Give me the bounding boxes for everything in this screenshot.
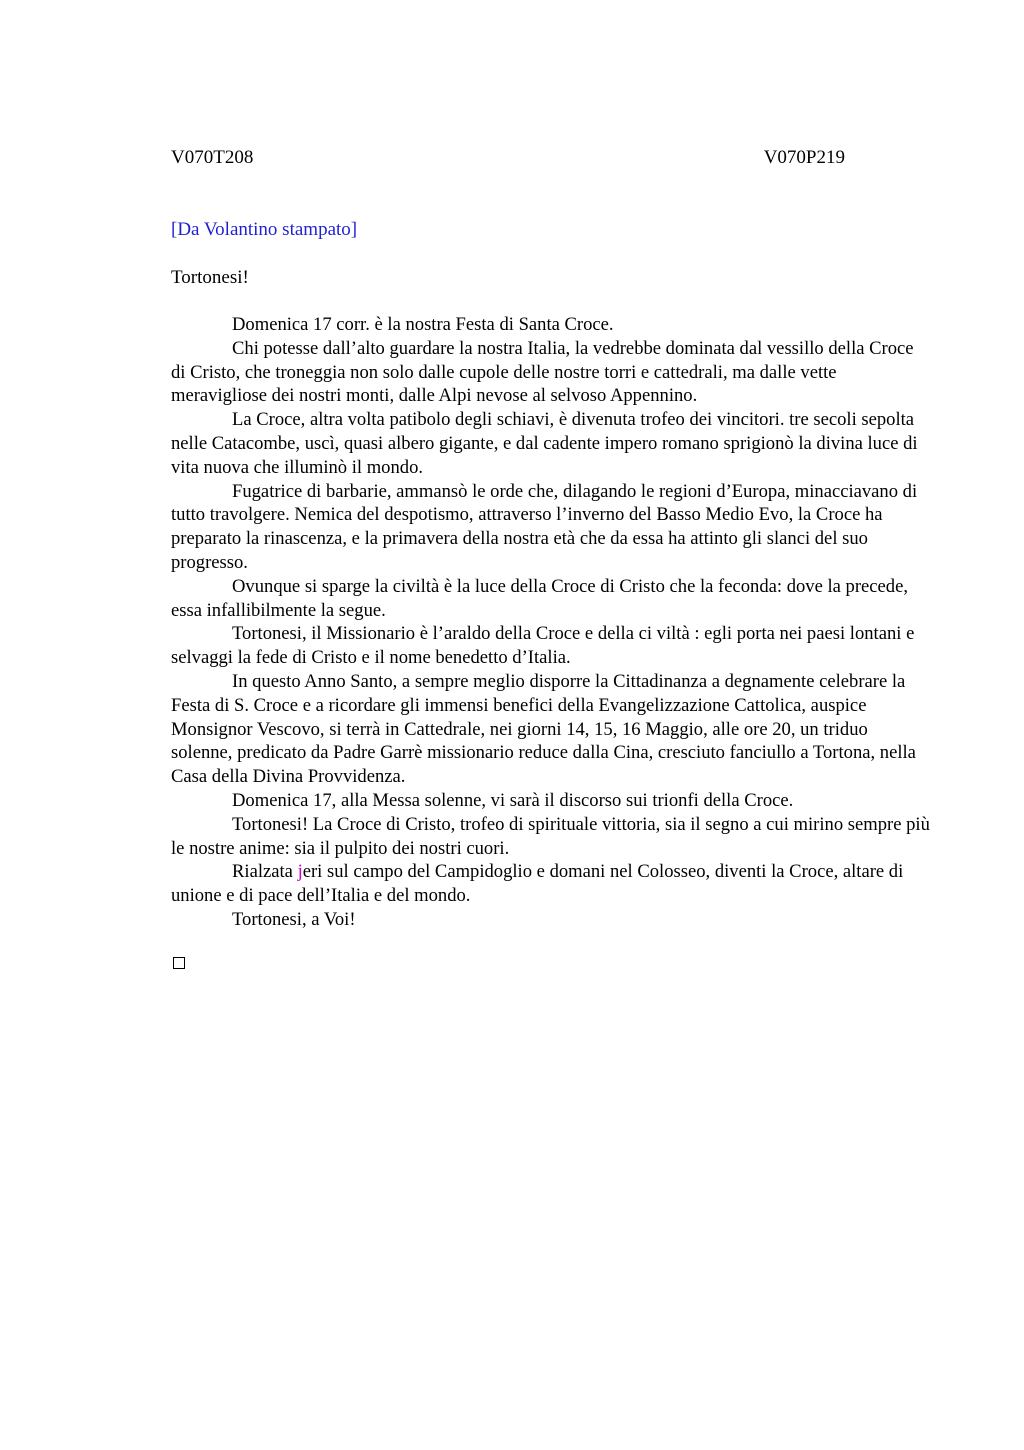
paragraph-8: Domenica 17, alla Messa solenne, vi sarà il discorso sui trionfi della Croce. — [232, 789, 794, 811]
paragraph-4: Fugatrice di barbarie, ammansò le orde che, dilagando le regioni d’Europa, minacciavano di tutto travolgere. Nemica del despotismo, attraverso l’inverno del Basso Medio Evo, la Croce ha preparato la rinascenza, e la primavera della nostra età che da essa ha attinto gli slanci del suo progresso. — [171, 480, 918, 573]
paragraph-9: Tortonesi! La Croce di Cristo, trofeo di spirituale vittoria, sia il segno a cui mirino sempre più le nostre anime: sia il pulpito dei nostri cuori. — [171, 813, 930, 859]
source-note: [Da Volantino stampato] — [171, 219, 358, 240]
paragraph-11: Tortonesi, a Voi! — [232, 908, 356, 930]
salutation: Tortonesi! — [171, 267, 249, 288]
document-code-left: V070T208 — [171, 147, 254, 168]
paragraph-10-start: Rialzata — [232, 861, 298, 883]
paragraph-3: La Croce, altra volta patibolo degli schiavi, è divenuta trofeo dei vincitori. tre secoli sepolta nelle Catacombe, uscì, quasi albero gigante, e dal cadente impero romano sprigionò la divina luce di vita nuova che illuminò il mondo. — [171, 409, 918, 478]
document-code-right: V070P219 — [763, 147, 845, 168]
paragraph-7: In questo Anno Santo, a sempre meglio disporre la Cittadinanza a degnamente celebrare la Festa di S. Croce e a ricordare gli immensi benefici della Evangelizzazione Cattolica, auspice Monsignor Vescovo, si terrà in Cattedrale, nei giorni 14, 15, 16 Maggio, alle ore 20, un triduo solenne, predicato da Padre Garrè missionario reduce dalla Cina, cresciuto fanciullo a Tortona, nella Casa della Divina Provvidenza. — [171, 670, 916, 788]
end-square-icon — [173, 957, 185, 969]
letter-body — [171, 313, 931, 932]
paragraph-10-end: eri sul campo del Campidoglio e domani nel Colosseo, diventi la Croce, altare di unione e di pace dell’Italia e del mondo. — [171, 861, 904, 907]
paragraph-6: Tortonesi, il Missionario è l’araldo della Croce e della ci viltà : egli porta nei paesi lontani e selvaggi la fede di Cristo e il nome benedetto d’Italia. — [171, 623, 915, 669]
paragraph-10 — [171, 860, 931, 908]
paragraph-5: Ovunque si sparge la civiltà è la luce della Croce di Cristo che la feconda: dove la precede, essa infallibilmente la segue. — [171, 575, 908, 621]
paragraph-1: Domenica 17 corr. è la nostra Festa di Santa Croce. — [232, 314, 614, 335]
highlighted-letter: j — [297, 861, 303, 883]
paragraph-2: Chi potesse dall’alto guardare la nostra Italia, la vedrebbe dominata dal vessillo della Croce di Cristo, che troneggia non solo dalle cupole delle nostre torri e cattedrali, ma dalle vette meravigliose dei nostri monti, dalle Alpi nevose al selvoso Appennino. — [171, 337, 914, 407]
